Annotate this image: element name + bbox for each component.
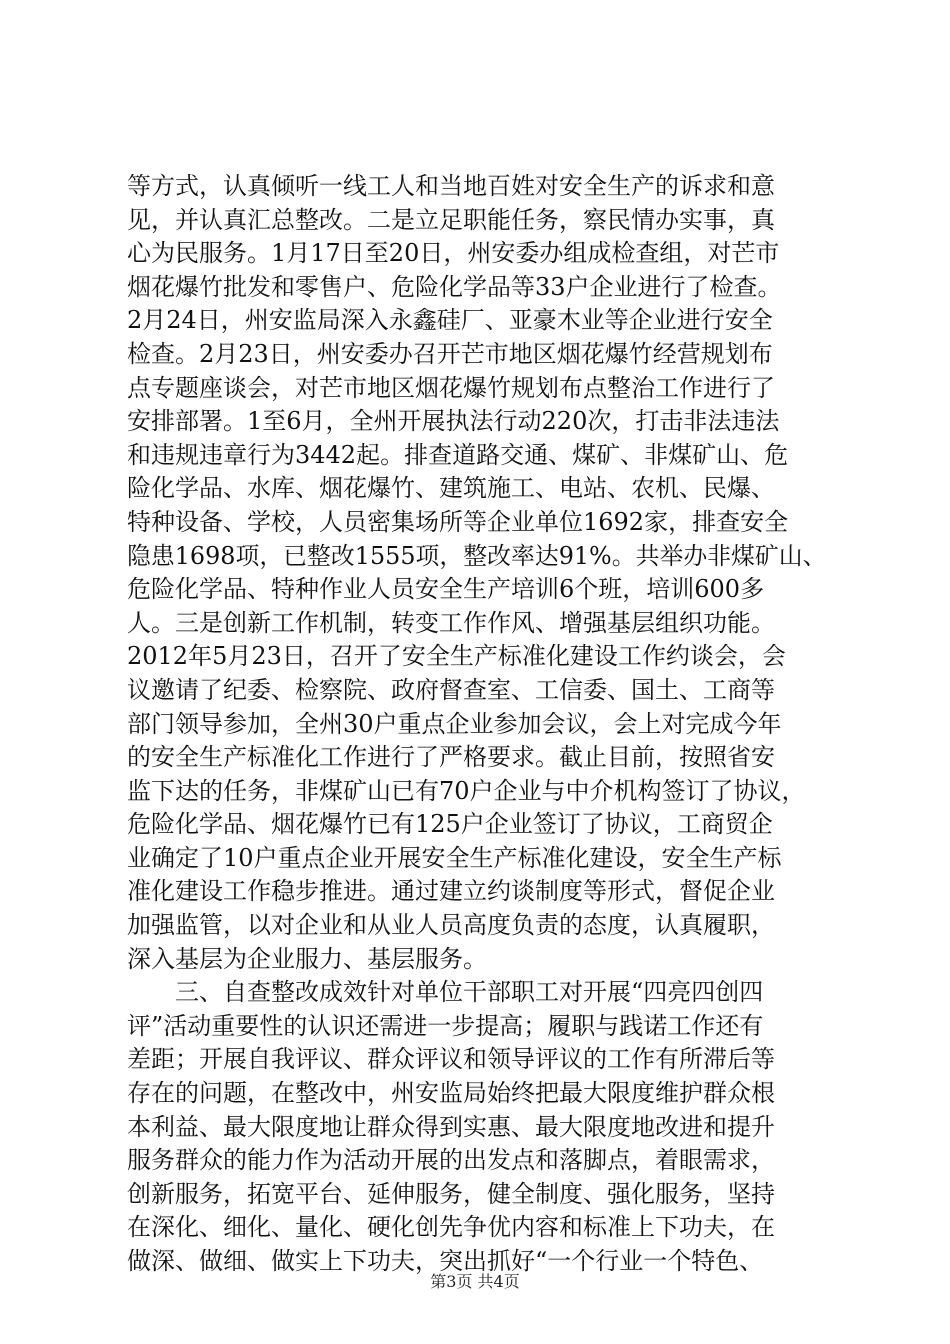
text-line: 深入基层为企业服力、基层服务。 (127, 944, 487, 973)
text-line: 危险化学品、烟花爆竹已有125户企业签订了协议，工商贸企 (127, 810, 773, 839)
text-line: 的安全生产标准化工作进行了严格要求。截止目前，按照省安 (127, 743, 775, 772)
text-line: 安排部署。1至6月，全州开展执法行动220次，打击非法违法 (127, 407, 780, 436)
text-line: 隐患1698项，已整改1555项，整改率达91%。共举办非煤矿山、 (127, 541, 827, 570)
text-line: 人。三是创新工作机制，转变工作作风、增强基层组织功能。 (127, 608, 775, 637)
text-line: 三、自查整改成效针对单位干部职工对开展“四亮四创四 (127, 978, 764, 1007)
text-line: 特种设备、学校，人员密集场所等企业单位1692家，排查安全 (127, 507, 789, 536)
text-line: 在深化、细化、量化、硬化创先争优内容和标准上下功夫，在 (127, 1213, 775, 1242)
text-line: 业确定了10户重点企业开展安全生产标准化建设，安全生产标 (127, 843, 782, 872)
text-line: 准化建设工作稳步推进。通过建立约谈制度等形式，督促企业 (127, 877, 775, 906)
text-line: 2012年5月23日，召开了安全生产标准化建设工作约谈会，会 (127, 642, 786, 671)
text-line: 和违规违章行为3442起。排查道路交通、煤矿、非煤矿山、危 (127, 440, 789, 469)
text-line: 加强监管，以对企业和从业人员高度负责的态度，认真履职， (127, 911, 775, 940)
body-text (127, 170, 827, 1279)
text-line: 心为民服务。1月17日至20日，州安委办组成检查组，对芒市 (127, 239, 780, 268)
text-line: 议邀请了纪委、检察院、政府督查室、工信委、国土、工商等 (127, 675, 775, 704)
page-footer (0, 1272, 950, 1292)
text-line: 做深、做细、做实上下功夫，突出抓好“一个行业一个特色、 (127, 1247, 764, 1275)
text-line: 点专题座谈会，对芒市地区烟花爆竹规划布点整治工作进行了 (127, 373, 775, 402)
text-line: 评”活动重要性的认识还需进一步提高；履职与践诺工作还有 (127, 1011, 764, 1040)
text-line: 服务群众的能力作为活动开展的出发点和落脚点，着眼需求， (127, 1146, 775, 1175)
text-line: 存在的问题，在整改中，州安监局始终把最大限度维护群众根 (127, 1079, 775, 1108)
text-line: 监下达的任务，非煤矿山已有70户企业与中介机构签订了协议， (127, 776, 806, 805)
text-line: 差距；开展自我评议、群众评议和领导评议的工作有所滞后等 (127, 1045, 775, 1074)
text-line: 部门领导参加，全州30户重点企业参加会议，会上对完成今年 (127, 709, 782, 738)
text-line: 危险化学品、特种作业人员安全生产培训6个班，培训600多 (127, 575, 765, 604)
text-line: 2月24日，州安监局深入永鑫硅厂、亚豪木业等企业进行安全 (127, 306, 773, 335)
text-line: 险化学品、水库、烟花爆竹、建筑施工、电站、农机、民爆、 (127, 474, 775, 503)
text-line: 创新服务，拓宽平台、延伸服务，健全制度、强化服务，坚持 (127, 1179, 775, 1208)
text-line: 等方式，认真倾听一线工人和当地百姓对安全生产的诉求和意 (127, 172, 775, 200)
text-line: 见，并认真汇总整改。二是立足职能任务，察民情办实事，真 (127, 205, 775, 234)
text-line: 烟花爆竹批发和零售户、危险化学品等33户企业进行了检查。 (127, 272, 782, 301)
page-number: 第3页 共4页 (430, 1272, 520, 1291)
text-line: 检查。2月23日，州安委办召开芒市地区烟花爆竹经营规划布 (127, 339, 773, 368)
text-line: 本利益、最大限度地让群众得到实惠、最大限度地改进和提升 (127, 1112, 775, 1141)
